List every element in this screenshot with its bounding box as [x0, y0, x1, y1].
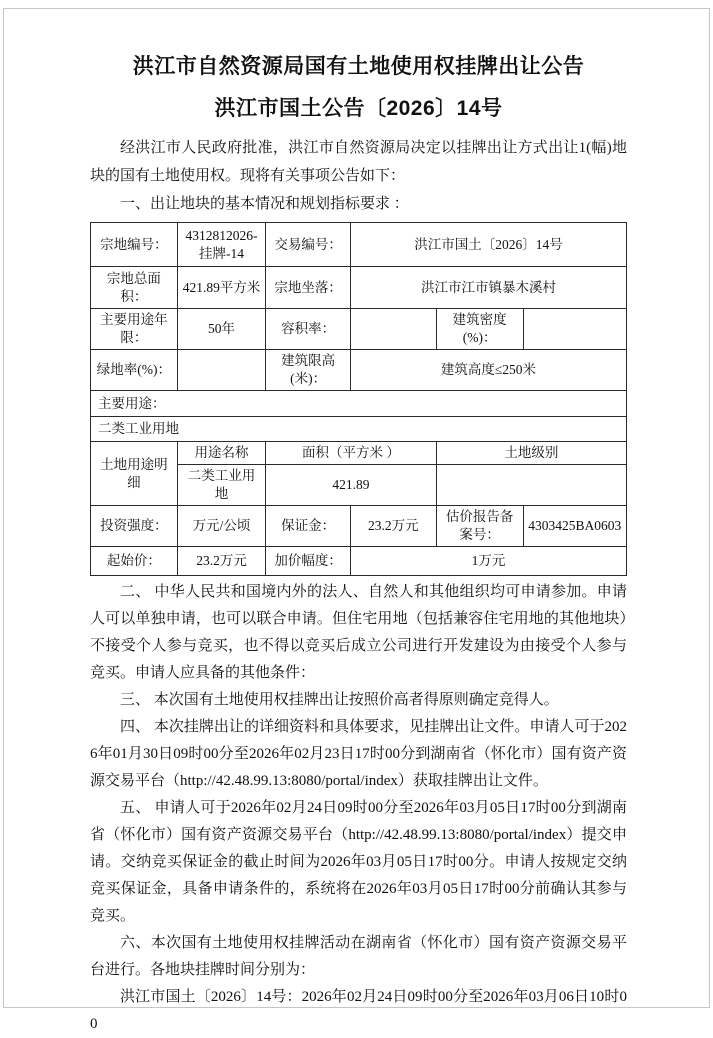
building-density-value	[523, 309, 626, 350]
document-number-subtitle: 洪江市国土公告〔2026〕14号	[214, 97, 503, 120]
deposit-value: 23.2万元	[350, 506, 436, 547]
section-4-paragraph: 四、 本次挂牌出让的详细资料和具体要求，见挂牌出让文件。申请人可于2026年01月30日09时00分至2026年02月23日17时00分到湖南省（怀化市）国有资产资源交易平台（http://42.48.99.13:8080/portal/index）获取挂牌出让文件。	[90, 719, 627, 789]
area-header: 面积（平方米 ）	[266, 442, 436, 465]
land-grade-header: 土地级别	[436, 442, 626, 465]
green-rate-label: 绿地率(%)：	[91, 350, 178, 391]
height-limit-value: 建筑高度≤250米	[350, 350, 626, 391]
use-name-header: 用途名称	[177, 442, 265, 465]
listing-schedule-line: 洪江市国土〔2026〕14号：2026年02月24日09时00分至2026年03月06日10时00	[90, 989, 627, 1032]
increment-label: 加价幅度：	[266, 547, 351, 576]
use-name-value: 二类工业用地	[177, 465, 265, 506]
section-3-paragraph: 三、 本次国有土地使用权挂牌出让按照价高者得原则确定竞得人。	[120, 692, 559, 708]
plot-ratio-value	[350, 309, 436, 350]
plot-ratio-label: 容积率：	[266, 309, 351, 350]
table-row	[91, 267, 627, 309]
start-price-label: 起始价：	[91, 547, 178, 576]
main-use-years-value: 50年	[177, 309, 265, 350]
table-row	[91, 223, 627, 267]
intro-paragraph: 经洪江市人民政府批准，洪江市自然资源局决定以挂牌出让方式出让1(幅)地块的国有土地使用权。现将有关事项公告如下：	[90, 140, 627, 184]
section-2-paragraph: 二、 中华人民共和国境内外的法人、自然人和其他组织均可申请参加。申请人可以单独申请，也可以联合申请。但住宅用地（包括兼容住宅用地的其他地块）不接受个人参与竞买，也不得以竞买后成立公司进行开发建设为由接受个人参与竞买。申请人应具备的其他条件：	[90, 584, 627, 681]
increment-value: 1万元	[350, 547, 626, 576]
table-row	[91, 391, 627, 417]
appraisal-no-value: 4303425BA0603	[523, 506, 626, 547]
main-use-value: 二类工业用地	[91, 417, 627, 442]
total-area-label: 宗地总面积：	[91, 267, 178, 309]
section-1-heading: 一、出让地块的基本情况和规划指标要求 ：	[120, 196, 409, 212]
use-area-value: 421.89	[266, 465, 436, 506]
table-row	[91, 417, 627, 442]
appraisal-no-label: 估价报告备案号：	[436, 506, 523, 547]
deposit-label: 保证金：	[266, 506, 351, 547]
use-grade-value	[436, 465, 626, 506]
use-detail-label: 土地用途明细	[91, 442, 178, 506]
location-label: 宗地坐落：	[266, 267, 351, 309]
main-use-label: 主要用途：	[91, 391, 627, 417]
total-area-value: 421.89平方米	[177, 267, 265, 309]
table-row	[91, 442, 627, 465]
main-use-years-label: 主要用途年限：	[91, 309, 178, 350]
section-6-paragraph: 六、本次国有土地使用权挂牌活动在湖南省（怀化市）国有资产资源交易平台进行。各地块挂牌时间分别为：	[90, 935, 627, 978]
table-row	[91, 309, 627, 350]
parcel-no-value: 4312812026-挂牌-14	[177, 223, 265, 267]
green-rate-value	[177, 350, 265, 391]
start-price-value: 23.2万元	[177, 547, 265, 576]
parcel-info-table	[90, 222, 627, 576]
section-5-paragraph: 五、 申请人可于2026年02月24日09时00分至2026年03月05日17时00分到湖南省（怀化市）国有资产资源交易平台（http://42.48.99.13:8080/portal/index）提交申请。交纳竞买保证金的截止时间为2026年03月05日17时00分。申请人按规定交纳竞买保证金，具备申请条件的，系统将在2026年03月05日17时00分前确认其参与竞买。	[90, 800, 627, 924]
deal-no-value: 洪江市国土〔2026〕14号	[350, 223, 626, 267]
investment-label: 投资强度：	[91, 506, 178, 547]
building-density-label: 建筑密度(%)：	[436, 309, 523, 350]
table-row	[91, 547, 627, 576]
document-title: 洪江市自然资源局国有土地使用权挂牌出让公告	[132, 55, 585, 78]
investment-value: 万元/公顷	[177, 506, 265, 547]
table-row	[91, 350, 627, 391]
height-limit-label: 建筑限高(米)：	[266, 350, 351, 391]
location-value: 洪江市江市镇暴木溪村	[350, 267, 626, 309]
parcel-no-label: 宗地编号：	[91, 223, 178, 267]
table-row	[91, 506, 627, 547]
document-content	[90, 0, 627, 1038]
deal-no-label: 交易编号：	[266, 223, 351, 267]
